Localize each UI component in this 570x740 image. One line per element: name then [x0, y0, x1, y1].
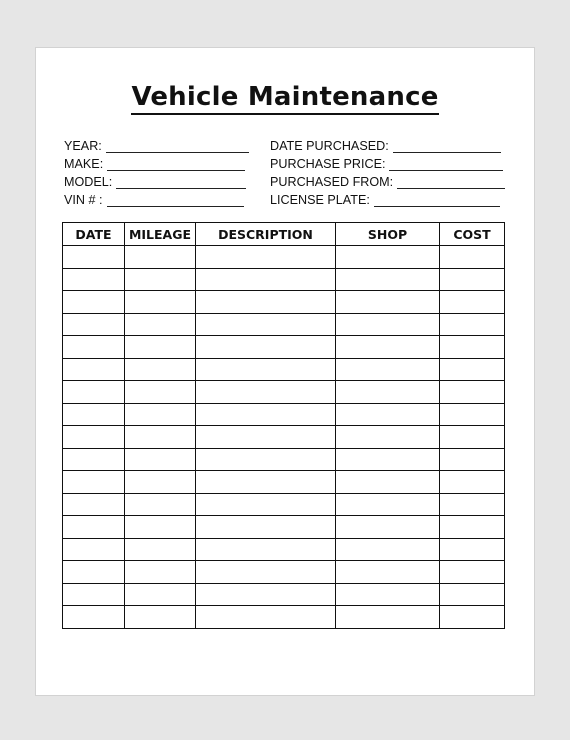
table-cell-date[interactable]	[63, 403, 125, 426]
table-cell-shop[interactable]	[336, 606, 440, 629]
table-cell-mileage[interactable]	[125, 246, 196, 269]
table-row	[63, 246, 505, 269]
table-cell-mileage[interactable]	[125, 561, 196, 584]
purchased-from-label: PURCHASED FROM:	[270, 175, 394, 189]
table-cell-shop[interactable]	[336, 561, 440, 584]
table-cell-cost[interactable]	[440, 381, 505, 404]
table-cell-cost[interactable]	[440, 246, 505, 269]
table-row	[63, 403, 505, 426]
license-plate-field[interactable]	[270, 189, 505, 207]
table-cell-description[interactable]	[196, 561, 336, 584]
table-cell-cost[interactable]	[440, 471, 505, 494]
vin-blank-line[interactable]	[107, 194, 244, 207]
table-cell-description[interactable]	[196, 291, 336, 314]
make-label: MAKE:	[64, 157, 104, 171]
table-cell-date[interactable]	[63, 426, 125, 449]
column-header-date: DATE	[63, 223, 125, 246]
table-cell-description[interactable]	[196, 403, 336, 426]
table-cell-mileage[interactable]	[125, 493, 196, 516]
model-blank-line[interactable]	[116, 176, 246, 189]
table-cell-description[interactable]	[196, 336, 336, 359]
table-body	[63, 246, 505, 629]
table-cell-date[interactable]	[63, 493, 125, 516]
table-cell-shop[interactable]	[336, 471, 440, 494]
table-cell-mileage[interactable]	[125, 516, 196, 539]
table-cell-cost[interactable]	[440, 291, 505, 314]
table-cell-mileage[interactable]	[125, 268, 196, 291]
table-cell-date[interactable]	[63, 448, 125, 471]
table-cell-date[interactable]	[63, 606, 125, 629]
table-cell-description[interactable]	[196, 426, 336, 449]
table-cell-date[interactable]	[63, 561, 125, 584]
table-cell-date[interactable]	[63, 358, 125, 381]
table-cell-description[interactable]	[196, 448, 336, 471]
table-cell-mileage[interactable]	[125, 403, 196, 426]
table-cell-description[interactable]	[196, 313, 336, 336]
make-blank-line[interactable]	[107, 158, 245, 171]
table-cell-description[interactable]	[196, 516, 336, 539]
table-cell-description[interactable]	[196, 246, 336, 269]
make-field[interactable]	[64, 153, 249, 171]
table-cell-date[interactable]	[63, 291, 125, 314]
date-purchased-blank-line[interactable]	[393, 140, 501, 153]
table-cell-mileage[interactable]	[125, 358, 196, 381]
license-plate-label: LICENSE PLATE:	[270, 193, 370, 207]
column-header-description: DESCRIPTION	[196, 223, 336, 246]
table-cell-mileage[interactable]	[125, 471, 196, 494]
table-cell-mileage[interactable]	[125, 336, 196, 359]
table-cell-cost[interactable]	[440, 606, 505, 629]
table-row	[63, 493, 505, 516]
column-header-mileage: MILEAGE	[125, 223, 196, 246]
table-cell-description[interactable]	[196, 268, 336, 291]
table-cell-shop[interactable]	[336, 268, 440, 291]
table-cell-cost[interactable]	[440, 448, 505, 471]
vehicle-info-left	[64, 135, 249, 207]
table-cell-cost[interactable]	[440, 403, 505, 426]
purchased-from-blank-line[interactable]	[397, 176, 505, 189]
table-cell-mileage[interactable]	[125, 606, 196, 629]
table-cell-shop[interactable]	[336, 538, 440, 561]
maintenance-log-table	[62, 222, 505, 629]
table-cell-date[interactable]	[63, 313, 125, 336]
purchase-price-blank-line[interactable]	[389, 158, 503, 171]
vin-label: VIN # :	[64, 193, 103, 207]
form-sheet	[36, 48, 534, 695]
table-cell-date[interactable]	[63, 538, 125, 561]
model-label: MODEL:	[64, 175, 113, 189]
table-cell-cost[interactable]	[440, 516, 505, 539]
table-cell-mileage[interactable]	[125, 291, 196, 314]
form-title-text: Vehicle Maintenance	[131, 82, 438, 115]
column-header-shop: SHOP	[336, 223, 440, 246]
table-cell-mileage[interactable]	[125, 313, 196, 336]
table-cell-shop[interactable]	[336, 313, 440, 336]
table-cell-cost[interactable]	[440, 358, 505, 381]
table-cell-cost[interactable]	[440, 561, 505, 584]
table-row	[63, 561, 505, 584]
table-cell-mileage[interactable]	[125, 583, 196, 606]
table-cell-date[interactable]	[63, 336, 125, 359]
table-row	[63, 471, 505, 494]
table-cell-cost[interactable]	[440, 583, 505, 606]
table-cell-shop[interactable]	[336, 246, 440, 269]
table-row	[63, 426, 505, 449]
table-cell-description[interactable]	[196, 538, 336, 561]
table-row	[63, 516, 505, 539]
table-row	[63, 538, 505, 561]
table-cell-shop[interactable]	[336, 291, 440, 314]
model-field[interactable]	[64, 171, 249, 189]
vin-field[interactable]	[64, 189, 249, 207]
table-cell-date[interactable]	[63, 471, 125, 494]
table-cell-description[interactable]	[196, 583, 336, 606]
table-cell-mileage[interactable]	[125, 448, 196, 471]
table-cell-description[interactable]	[196, 471, 336, 494]
table-cell-shop[interactable]	[336, 583, 440, 606]
date-purchased-field[interactable]	[270, 135, 505, 153]
table-cell-cost[interactable]	[440, 313, 505, 336]
license-plate-blank-line[interactable]	[374, 194, 500, 207]
form-title	[36, 82, 534, 112]
table-cell-shop[interactable]	[336, 448, 440, 471]
table-cell-shop[interactable]	[336, 403, 440, 426]
year-field[interactable]	[64, 135, 249, 153]
table-cell-cost[interactable]	[440, 538, 505, 561]
purchase-price-field[interactable]	[270, 153, 505, 171]
table-cell-shop[interactable]	[336, 358, 440, 381]
table-cell-description[interactable]	[196, 381, 336, 404]
table-row	[63, 313, 505, 336]
table-header-row	[63, 223, 505, 246]
table-cell-shop[interactable]	[336, 381, 440, 404]
table-cell-mileage[interactable]	[125, 426, 196, 449]
date-purchased-label: DATE PURCHASED:	[270, 139, 389, 153]
table-cell-date[interactable]	[63, 583, 125, 606]
table-cell-shop[interactable]	[336, 426, 440, 449]
table-cell-cost[interactable]	[440, 426, 505, 449]
table-cell-description[interactable]	[196, 358, 336, 381]
table-row	[63, 381, 505, 404]
table-row	[63, 448, 505, 471]
table-cell-mileage[interactable]	[125, 538, 196, 561]
table-row	[63, 606, 505, 629]
table-row	[63, 336, 505, 359]
year-blank-line[interactable]	[106, 140, 249, 153]
purchase-price-label: PURCHASE PRICE:	[270, 157, 386, 171]
table-cell-date[interactable]	[63, 516, 125, 539]
table-cell-shop[interactable]	[336, 336, 440, 359]
vehicle-info-right	[270, 135, 505, 207]
table-cell-mileage[interactable]	[125, 381, 196, 404]
table-row	[63, 358, 505, 381]
table-cell-description[interactable]	[196, 606, 336, 629]
table-cell-cost[interactable]	[440, 268, 505, 291]
table-cell-date[interactable]	[63, 381, 125, 404]
purchased-from-field[interactable]	[270, 171, 505, 189]
table-cell-date[interactable]	[63, 246, 125, 269]
year-label: YEAR:	[64, 139, 102, 153]
table-cell-shop[interactable]	[336, 493, 440, 516]
table-cell-date[interactable]	[63, 268, 125, 291]
table-cell-shop[interactable]	[336, 516, 440, 539]
table-row	[63, 268, 505, 291]
table-row	[63, 291, 505, 314]
column-header-cost: COST	[440, 223, 505, 246]
table-cell-cost[interactable]	[440, 336, 505, 359]
table-row	[63, 583, 505, 606]
table-cell-cost[interactable]	[440, 493, 505, 516]
table-cell-description[interactable]	[196, 493, 336, 516]
